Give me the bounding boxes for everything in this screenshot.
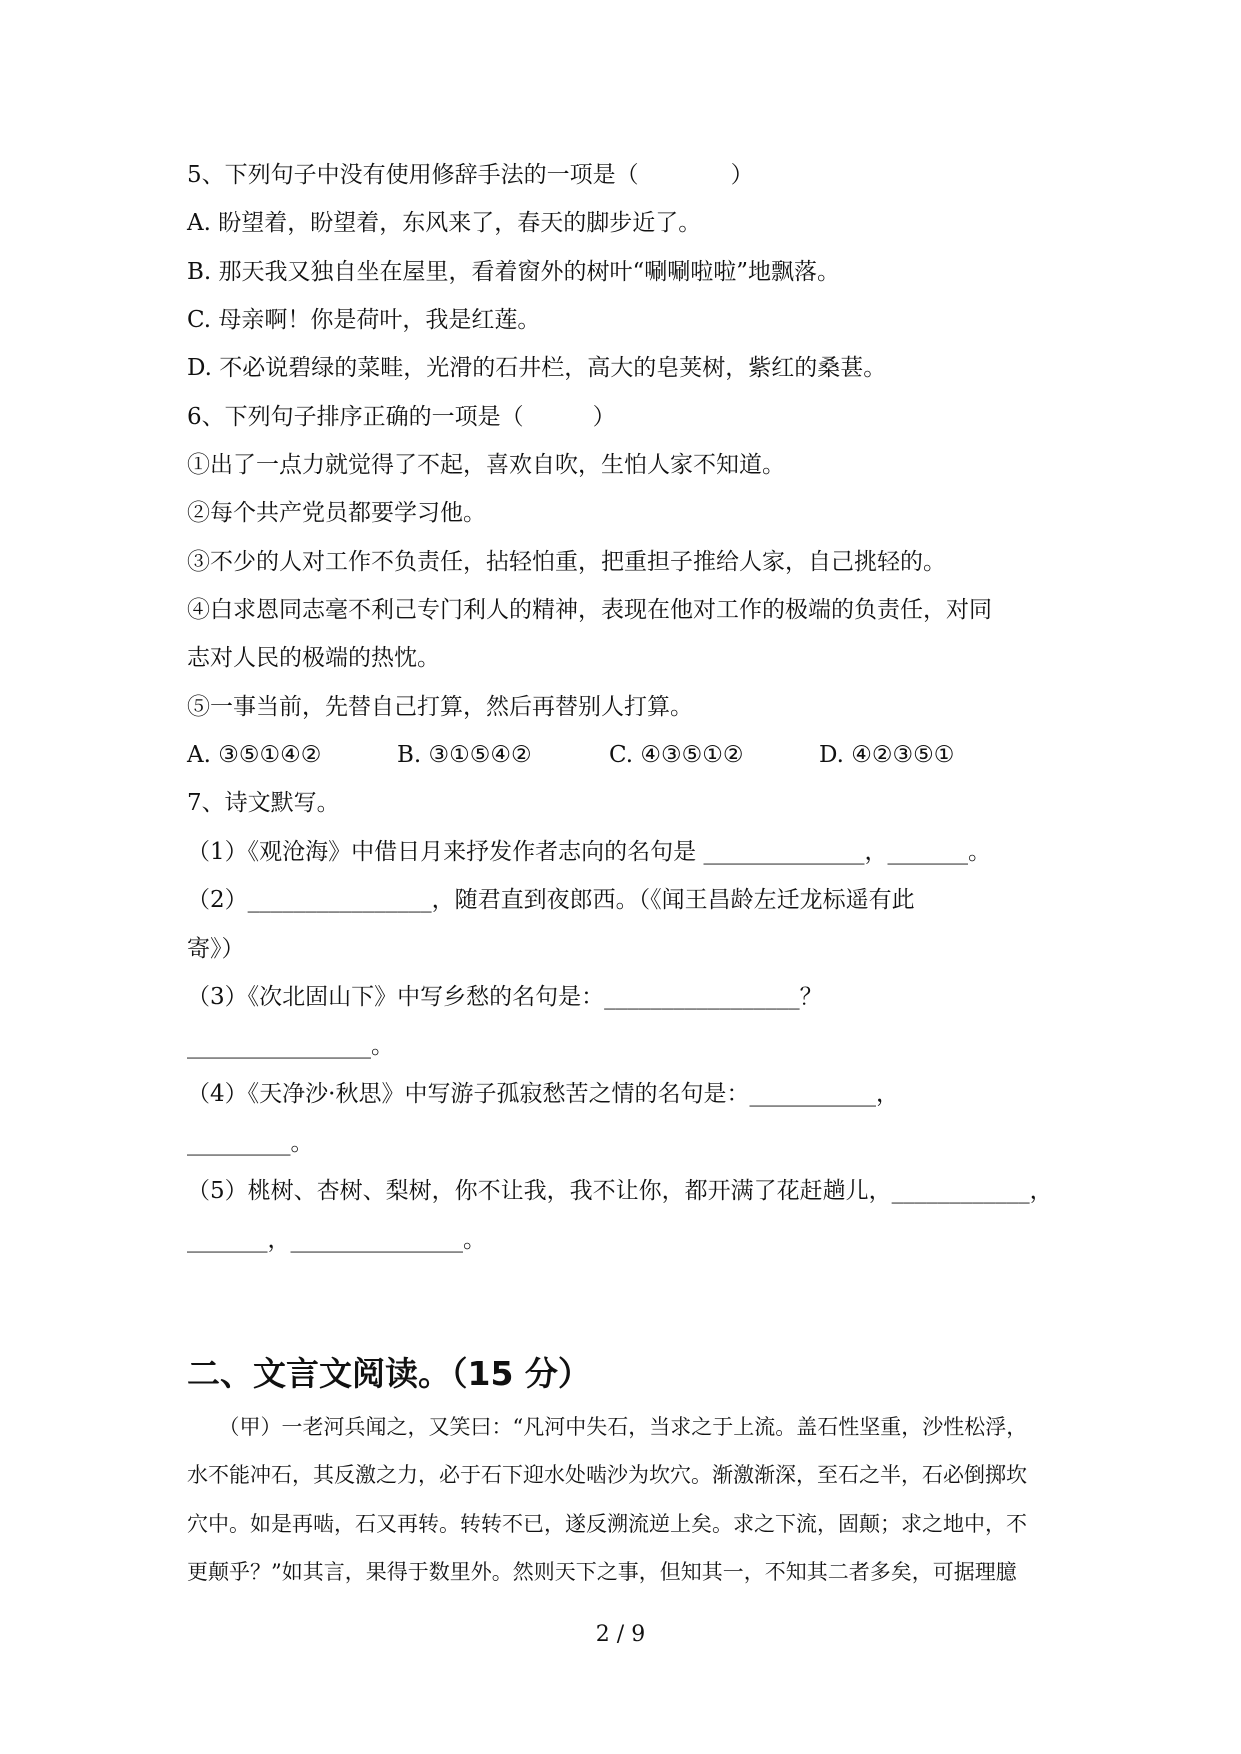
question-7-part-3-line-2: ________________。 bbox=[187, 1033, 394, 1059]
question-6-sentence-3: ③不少的人对工作不负责任，拈轻怕重，把重担子推给人家，自己挑轻的。 bbox=[187, 549, 946, 575]
question-6-option-a: A. ③⑤①④② bbox=[187, 742, 322, 768]
question-7-stem: 7、诗文默写。 bbox=[187, 790, 340, 816]
question-5-option-a: A. 盼望着，盼望着，东风来了，春天的脚步近了。 bbox=[187, 210, 702, 236]
question-7-part-1: （1）《观沧海》中借日月来抒发作者志向的名句是 ______________，_______。 bbox=[187, 839, 991, 865]
page-number: 2 / 9 bbox=[595, 1622, 646, 1647]
question-5-stem: 5、下列句子中没有使用修辞手法的一项是（ ） bbox=[187, 162, 754, 188]
question-6-sentence-4-line-2: 志对人民的极端的热忱。 bbox=[187, 645, 440, 671]
passage-line-3: 穴中。如是再啮，石又再转。转转不已，遂反溯流逆上矣。求之下流，固颠；求之地中，不 bbox=[187, 1512, 1027, 1536]
question-7-part-5-line-2: _______，_______________。 bbox=[187, 1227, 486, 1253]
section-2-title: 二、文言文阅读。（15 分） bbox=[187, 1354, 591, 1393]
question-7-part-3-line-1: （3）《次北固山下》中写乡愁的名句是：_________________？ bbox=[187, 984, 823, 1010]
question-6-options bbox=[187, 740, 1067, 770]
question-6-sentence-2: ②每个共产党员都要学习他。 bbox=[187, 500, 486, 526]
question-5-option-c: C. 母亲啊！你是荷叶，我是红莲。 bbox=[187, 307, 541, 333]
question-6-sentence-5: ⑤一事当前，先替自己打算，然后再替别人打算。 bbox=[187, 694, 693, 720]
question-7-part-4-line-1: （4）《天净沙·秋思》中写游子孤寂愁苦之情的名句是：___________， bbox=[187, 1081, 899, 1107]
question-6-option-b: B. ③①⑤④② bbox=[397, 742, 532, 768]
question-5-option-b: B. 那天我又独自坐在屋里，看着窗外的树叶“唰唰啦啦”地飘落。 bbox=[187, 259, 841, 285]
question-7-part-2-line-2: 寄》） bbox=[187, 936, 245, 962]
question-6-stem: 6、下列句子排序正确的一项是（ ） bbox=[187, 404, 616, 430]
question-6-option-c: C. ④③⑤①② bbox=[609, 742, 744, 768]
passage-line-4: 更颠乎？”如其言，果得于数里外。然则天下之事，但知其一，不知其二者多矣，可据理臆 bbox=[187, 1560, 1017, 1584]
question-7-part-4-line-2: _________。 bbox=[187, 1130, 314, 1156]
passage-line-1: （甲）一老河兵闻之，又笑曰：“凡河中失石，当求之于上流。盖石性坚重，沙性松浮， bbox=[187, 1415, 1028, 1439]
question-6-option-d: D. ④②③⑤① bbox=[819, 742, 955, 768]
question-5-option-d: D. 不必说碧绿的菜畦，光滑的石井栏，高大的皂荚树，紫红的桑葚。 bbox=[187, 355, 887, 381]
passage-line-2: 水不能冲石，其反激之力，必于石下迎水处啮沙为坎穴。渐激渐深，至石之半，石必倒掷坎 bbox=[187, 1463, 1027, 1487]
question-7-part-2-line-1: （2）________________，随君直到夜郎西。（《闻王昌龄左迁龙标遥有此 bbox=[187, 887, 915, 913]
question-6-sentence-1: ①出了一点力就觉得了不起，喜欢自吹，生怕人家不知道。 bbox=[187, 452, 785, 478]
question-6-sentence-4-line-1: ④白求恩同志毫不利己专门利人的精神，表现在他对工作的极端的负责任，对同 bbox=[187, 597, 992, 623]
question-7-part-5-line-1: （5）桃树、杏树、梨树，你不让我，我不让你，都开满了花赶趟儿，____________， bbox=[187, 1178, 1053, 1204]
